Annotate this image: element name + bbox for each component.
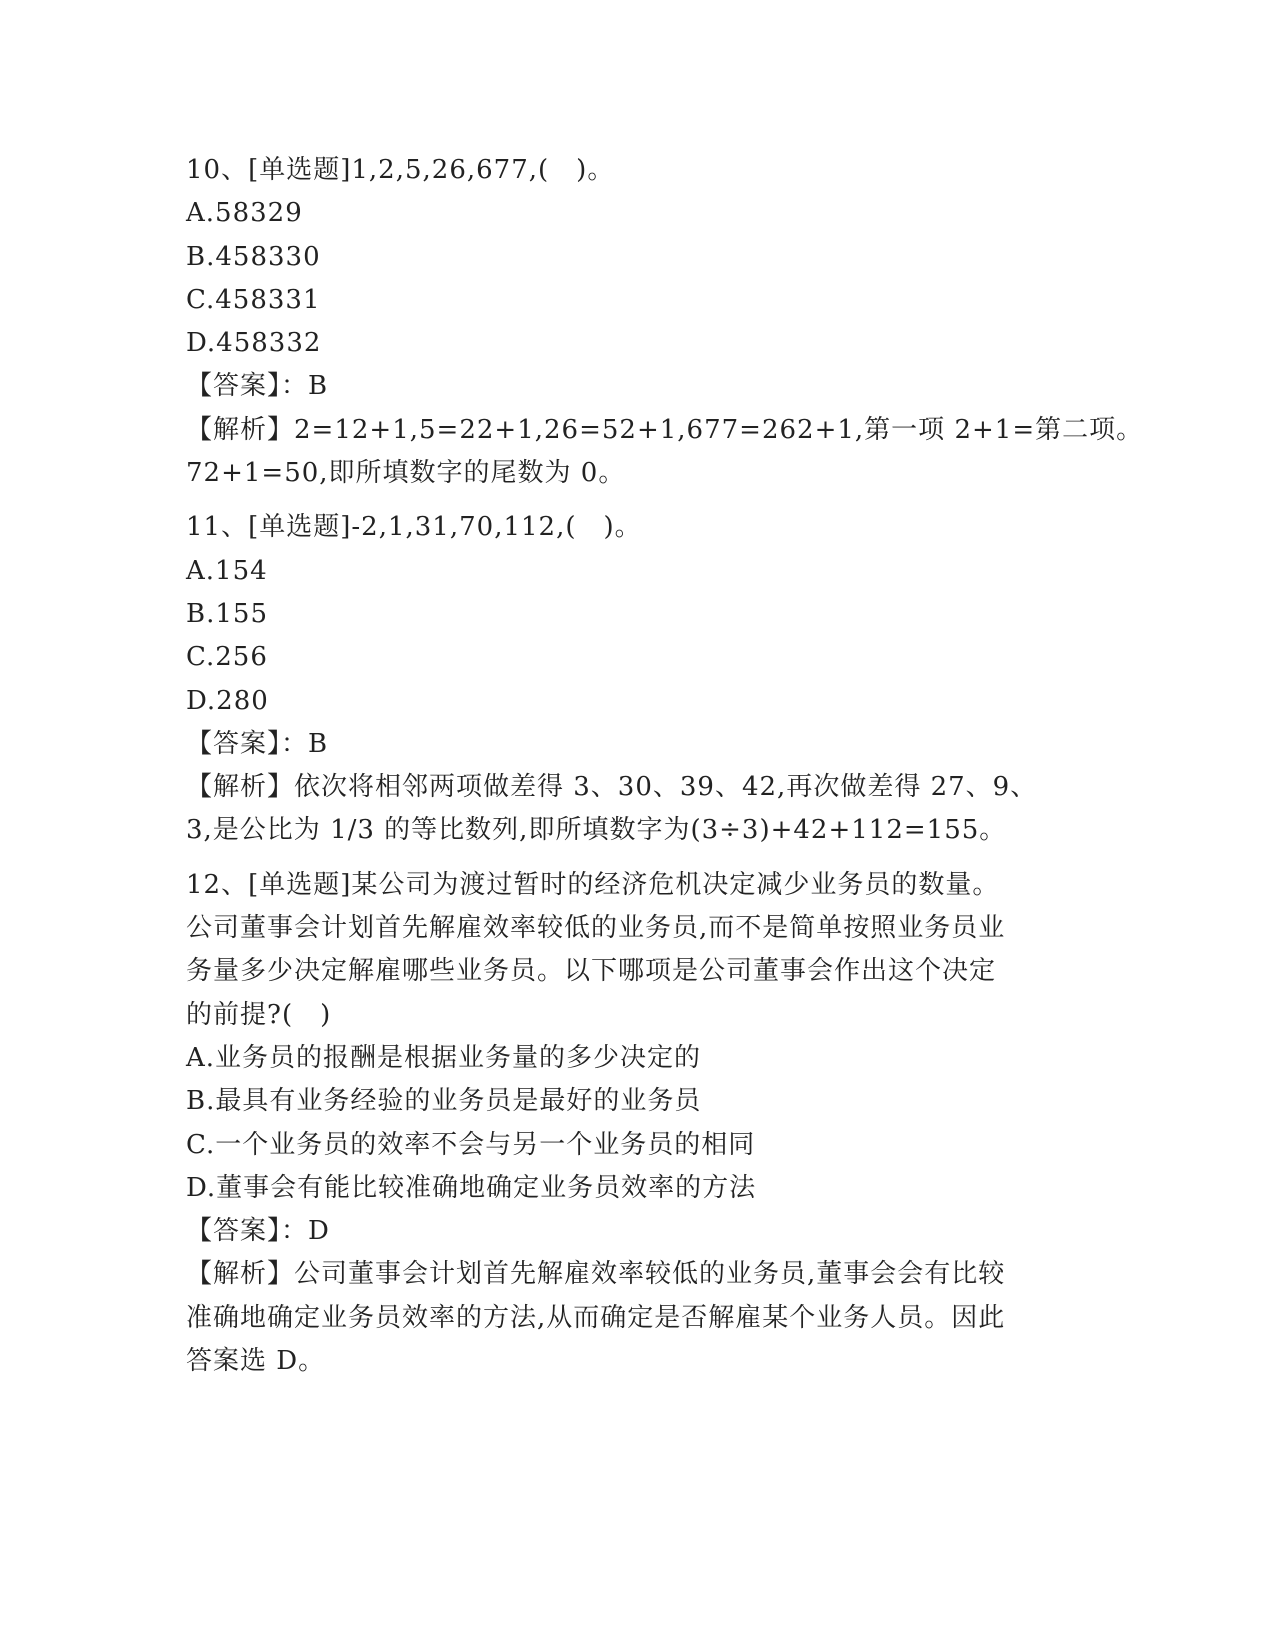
option-d: D.董事会有能比较准确地确定业务员效率的方法 <box>186 1172 757 1203</box>
question-stem: 的前提?( ) <box>186 999 332 1030</box>
analysis-line: 【解析】依次将相邻两项做差得 3、30、39、42,再次做差得 27、9、 <box>186 772 1038 803</box>
analysis-line: 【解析】公司董事会计划首先解雇效率较低的业务员,董事会会有比较 <box>186 1259 1006 1290</box>
question-10 <box>186 149 1144 495</box>
answer-line: 【答案】：B <box>186 371 329 402</box>
option-a: A.154 <box>186 555 268 586</box>
question-stem: 11、[单选题]-2,1,31,70,112,( )。 <box>186 512 642 543</box>
option-b: B.155 <box>186 598 268 629</box>
question-stem: 12、[单选题]某公司为渡过暂时的经济危机决定减少业务员的数量。 <box>186 869 1000 900</box>
question-stem: 务量多少决定解雇哪些业务员。以下哪项是公司董事会作出这个决定 <box>186 956 997 987</box>
option-c: C.458331 <box>186 284 321 315</box>
option-d: D.458332 <box>186 328 322 359</box>
option-c: C.256 <box>186 642 268 673</box>
option-a: A.业务员的报酬是根据业务量的多少决定的 <box>186 1042 702 1073</box>
option-c: C.一个业务员的效率不会与另一个业务员的相同 <box>186 1129 756 1160</box>
analysis-line: 准确地确定业务员效率的方法,从而确定是否解雇某个业务人员。因此 <box>186 1302 1006 1333</box>
question-12 <box>186 864 1081 1384</box>
analysis-line: 72+1=50,即所填数字的尾数为 0。 <box>186 458 626 489</box>
question-stem: 10、[单选题]1,2,5,26,677,( )。 <box>186 155 615 185</box>
option-a: A.58329 <box>186 198 303 229</box>
question-11 <box>186 506 1081 852</box>
option-b: B.458330 <box>186 241 321 272</box>
answer-line: 【答案】：B <box>186 728 329 759</box>
analysis-line: 答案选 D。 <box>186 1346 326 1377</box>
document-page <box>186 149 1144 1394</box>
option-d: D.280 <box>186 685 269 716</box>
analysis-line: 3,是公比为 1/3 的等比数列,即所填数字为(3÷3)+42+112=155。 <box>186 815 1007 846</box>
option-b: B.最具有业务经验的业务员是最好的业务员 <box>186 1086 702 1117</box>
answer-line: 【答案】：D <box>186 1216 330 1247</box>
question-stem: 公司董事会计划首先解雇效率较低的业务员,而不是简单按照业务员业 <box>186 913 1006 944</box>
analysis-line: 【解析】2=12+1,5=22+1,26=52+1,677=262+1,第一项 2+1=第二项。 <box>186 414 1144 445</box>
